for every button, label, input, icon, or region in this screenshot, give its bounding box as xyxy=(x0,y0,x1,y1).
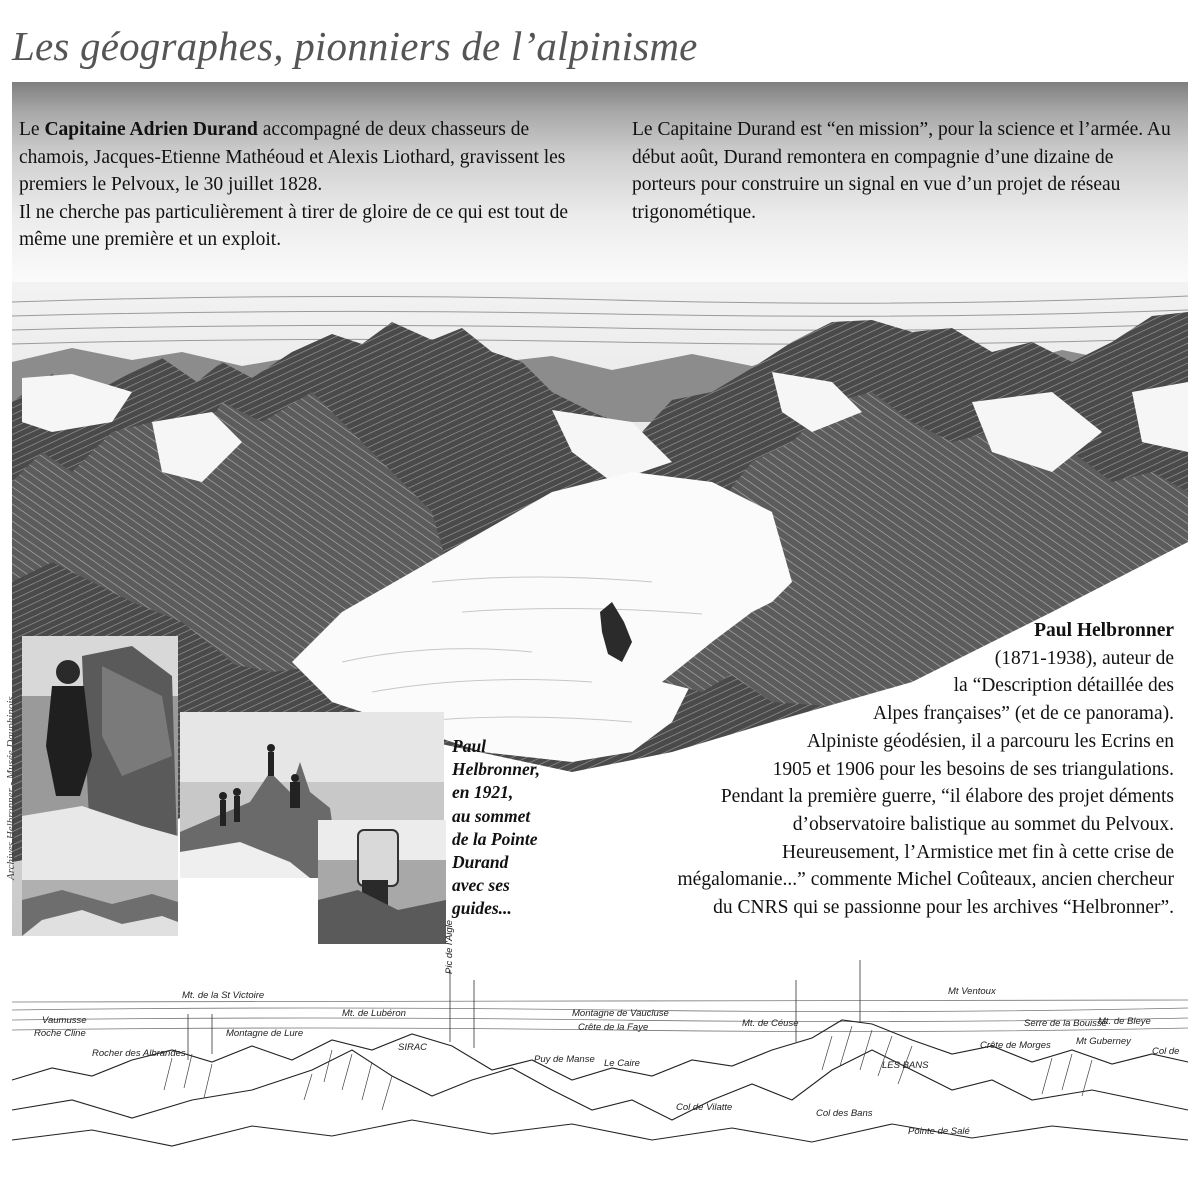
helbronner-line: la “Description détaillée des xyxy=(953,675,1174,697)
caption-line: Helbronner, xyxy=(452,759,541,780)
label-vaucluse: Montagne de Vaucluse xyxy=(572,1008,669,1019)
label-rocher-albrandes: Rocher des Albrandes xyxy=(92,1048,186,1059)
photo-credit: Archives Helbronner - Musée Dauphinois xyxy=(5,696,17,880)
caption-line: avec ses xyxy=(452,875,510,896)
intro-left-paragraph-2: Il ne cherche pas particulièrement à tirer de gloire de ce qui est tout de même une première et un exploit. xyxy=(19,201,568,250)
rock-detail-photo xyxy=(22,880,178,936)
label-roche-cline: Roche Cline xyxy=(34,1028,86,1039)
label-serre-bouisse: Serre de la Bouisse xyxy=(1024,1018,1107,1029)
sketch-leader-lines xyxy=(188,960,860,1060)
intro-left-text: accompagné de deux chasseurs de chamois, Jacques-Etienne Mathéoud et Alexis Liothard, gravissent les premiers le Pelvoux, le 30 juillet 1828. xyxy=(19,119,566,195)
intro-left-paragraph-1 xyxy=(19,116,571,199)
label-vaumusse: Vaumusse xyxy=(42,1015,87,1026)
helbronner-line: du CNRS qui se passionne pour les archives “Helbronner”. xyxy=(713,897,1174,919)
guide-porter-photo xyxy=(318,820,446,944)
helbronner-line: Alpiniste géodésien, il a parcouru les Ecrins en xyxy=(806,730,1174,752)
label-ventoux: Mt Ventoux xyxy=(948,986,996,997)
intro-right-paragraph: Le Capitaine Durand est “en mission”, pour la science et l’armée. Au début août, Durand remontera en compagnie d’une dizaine de porteurs pour construire un signal en vue d’un projet de réseau trigonométique. xyxy=(632,119,1171,223)
caption-line: de la Pointe xyxy=(452,828,538,849)
helbronner-line: Alpes françaises” (et de ce panorama). xyxy=(872,703,1174,725)
caption-line: Paul xyxy=(452,736,487,756)
helbronner-text-block xyxy=(574,617,1174,922)
intro-right-column xyxy=(632,116,1172,226)
label-ceuse: Mt. de Céuse xyxy=(742,1018,799,1029)
caption-line: Durand xyxy=(452,852,509,873)
helbronner-line: 1905 et 1906 pour les besoins de ses triangulations. xyxy=(772,758,1174,780)
label-crete-faye: Crête de la Faye xyxy=(578,1022,649,1033)
helbronner-line: Heureusement, l’Armistice met fin à cette crise de xyxy=(782,841,1174,863)
intro-left-column xyxy=(19,116,571,254)
label-col-vilatte: Col de Vilatte xyxy=(676,1102,733,1113)
helbronner-line: mégalomanie...” commente Michel Coûteaux, ancien chercheur xyxy=(677,869,1174,891)
durand-name: Capitaine Adrien Durand xyxy=(44,119,258,140)
label-crete-morges: Crête de Morges xyxy=(980,1040,1051,1051)
label-le-caire: Le Caire xyxy=(604,1058,640,1069)
photo-caption xyxy=(452,735,560,921)
caption-line: en 1921, xyxy=(452,782,514,803)
label-guberney: Mt Guberney xyxy=(1076,1036,1131,1047)
panorama-sketch xyxy=(12,919,1188,1160)
page-title: Les géographes, pionniers de l’alpinisme xyxy=(12,23,698,69)
helbronner-name: Paul Helbronner xyxy=(1034,620,1174,641)
label-les-bans: LES BANS xyxy=(882,1060,929,1071)
label-aigle: Pic de l'Aigle xyxy=(444,919,455,974)
label-ste-victoire: Mt. de la St Victoire xyxy=(182,990,265,1001)
label-col-bans: Col des Bans xyxy=(816,1108,873,1119)
label-pointe-sale: Pointe de Salé xyxy=(908,1126,970,1137)
helbronner-portrait-photo xyxy=(22,636,178,880)
label-montagne-lure: Montagne de Lure xyxy=(226,1028,304,1039)
label-sirac: SIRAC xyxy=(398,1042,428,1053)
label-col: Col de xyxy=(1152,1046,1180,1057)
label-bleye: Mt. de Bleye xyxy=(1098,1016,1151,1027)
label-luberon: Mt. de Lubéron xyxy=(342,1008,406,1019)
label-puy-manse: Puy de Manse xyxy=(534,1054,595,1065)
caption-line: au sommet xyxy=(452,805,531,826)
helbronner-line: d’observatoire balistique au sommet du Pelvoux. xyxy=(792,813,1174,835)
helbronner-line: Pendant la première guerre, “il élabore des projet déments xyxy=(720,786,1174,808)
helbronner-line: (1871-1938), auteur de xyxy=(994,647,1174,669)
caption-line: guides... xyxy=(452,898,512,919)
intro-left-prefix: Le xyxy=(19,119,45,140)
